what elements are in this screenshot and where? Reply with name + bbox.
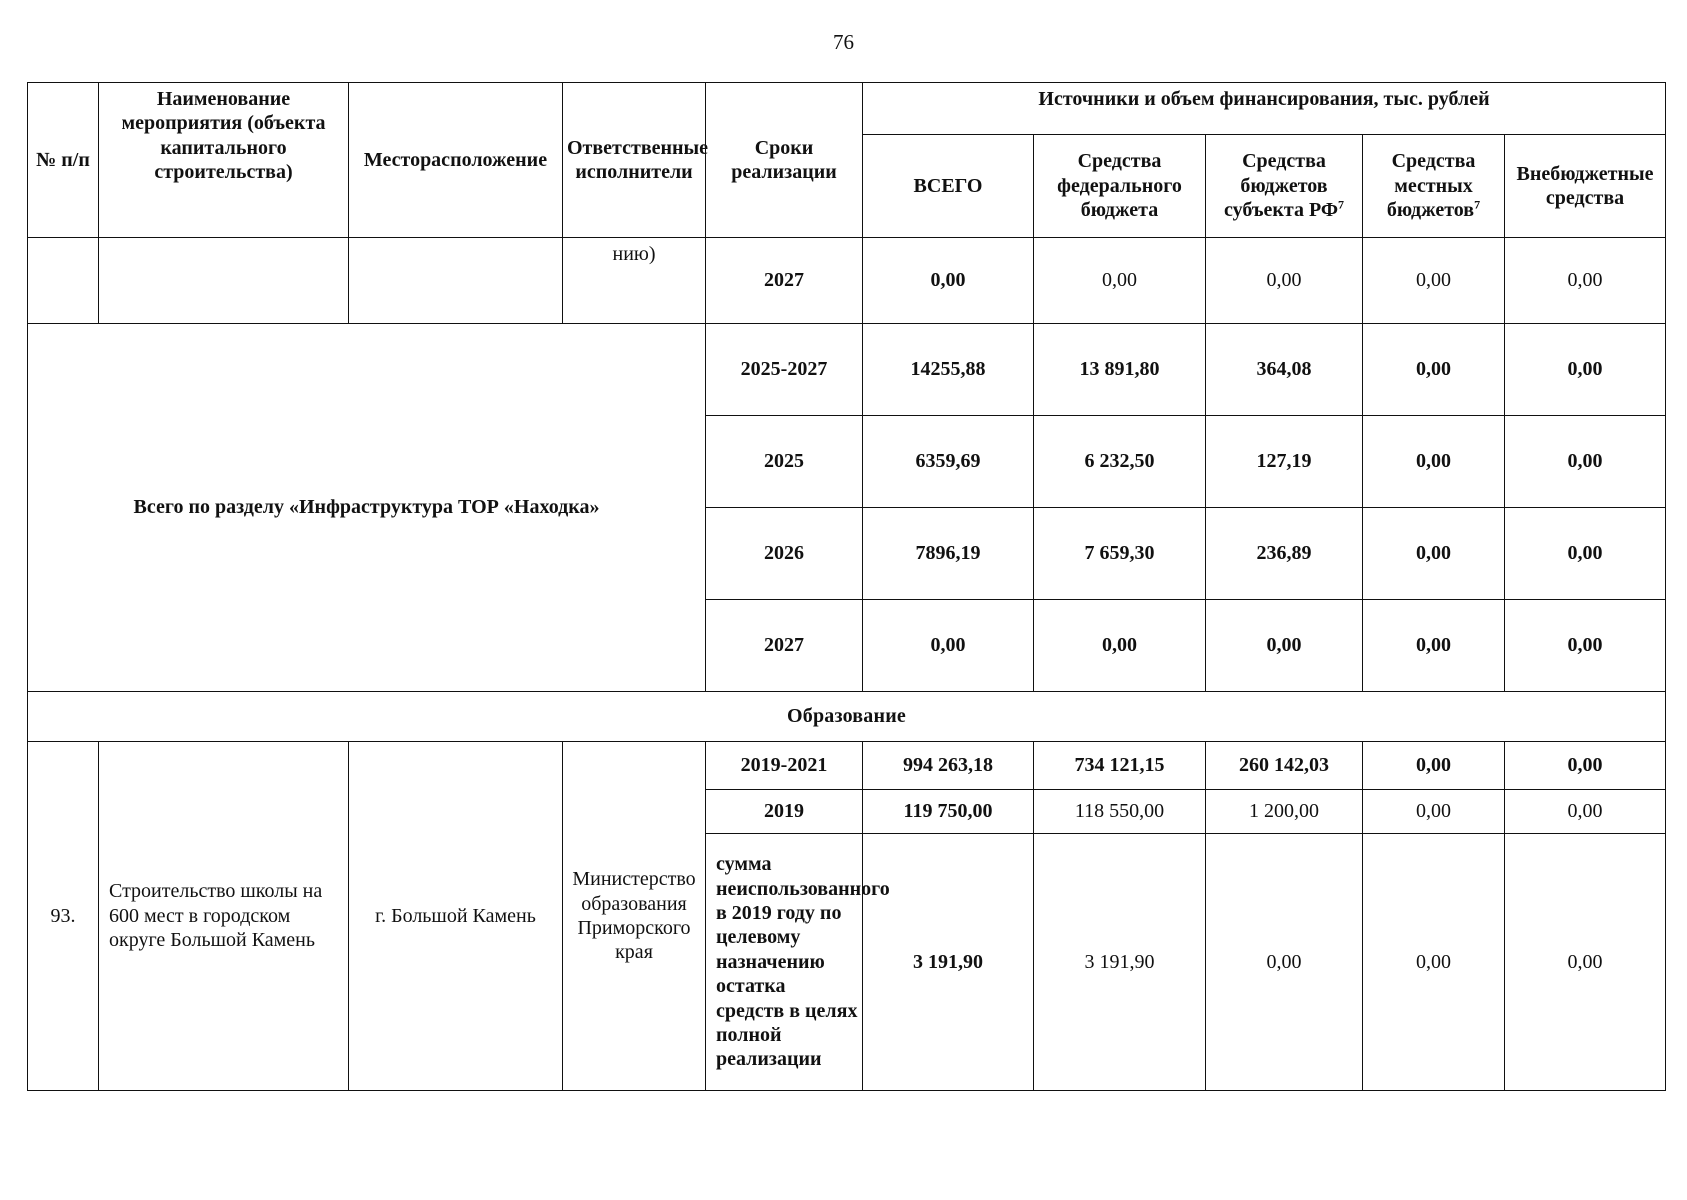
item-period-note: сумма неиспользованного в 2019 году по целевому назначению остатка средств в целях полной реализации bbox=[706, 834, 863, 1091]
header-total: ВСЕГО bbox=[863, 135, 1034, 238]
header-responsible: Ответственные исполнители bbox=[563, 83, 706, 238]
total-row bbox=[28, 324, 1666, 416]
item-period: 2019-2021 bbox=[706, 742, 863, 790]
total-local: 0,00 bbox=[1363, 324, 1505, 416]
total-local: 0,00 bbox=[1363, 508, 1505, 600]
item-local: 0,00 bbox=[1363, 834, 1505, 1091]
total-extra: 0,00 bbox=[1505, 416, 1666, 508]
item-row bbox=[28, 742, 1666, 790]
header-local bbox=[1363, 135, 1505, 238]
item-period: 2019 bbox=[706, 790, 863, 834]
item-name: Строительство школы на 600 мест в городском округе Большой Камень bbox=[99, 742, 349, 1091]
carry-name bbox=[99, 238, 349, 324]
total-extra: 0,00 bbox=[1505, 508, 1666, 600]
header-row-1 bbox=[28, 83, 1666, 135]
section-heading-row bbox=[28, 692, 1666, 742]
item-federal: 3 191,90 bbox=[1034, 834, 1206, 1091]
total-total: 0,00 bbox=[863, 600, 1034, 692]
total-federal: 7 659,30 bbox=[1034, 508, 1206, 600]
carry-local: 0,00 bbox=[1363, 238, 1505, 324]
total-extra: 0,00 bbox=[1505, 600, 1666, 692]
total-total: 6359,69 bbox=[863, 416, 1034, 508]
item-extra: 0,00 bbox=[1505, 790, 1666, 834]
header-location: Месторасположение bbox=[349, 83, 563, 238]
carry-extra: 0,00 bbox=[1505, 238, 1666, 324]
item-regional: 1 200,00 bbox=[1206, 790, 1363, 834]
item-extra: 0,00 bbox=[1505, 834, 1666, 1091]
carry-responsible: нию) bbox=[563, 238, 706, 324]
item-total: 3 191,90 bbox=[863, 834, 1034, 1091]
total-extra: 0,00 bbox=[1505, 324, 1666, 416]
header-regional-label: Средства бюджетов субъекта РФ bbox=[1223, 150, 1339, 222]
item-local: 0,00 bbox=[1363, 742, 1505, 790]
item-num: 93. bbox=[28, 742, 99, 1091]
total-total: 7896,19 bbox=[863, 508, 1034, 600]
carry-total: 0,00 bbox=[863, 238, 1034, 324]
carry-federal: 0,00 bbox=[1034, 238, 1206, 324]
financing-table bbox=[27, 82, 1666, 1091]
section-total-label: Всего по разделу «Инфраструктура ТОР «Находка» bbox=[28, 324, 706, 692]
carry-location bbox=[349, 238, 563, 324]
footnote-mark: 7 bbox=[1474, 197, 1481, 212]
header-local-label: Средства местных бюджетов bbox=[1386, 150, 1476, 222]
carry-num bbox=[28, 238, 99, 324]
carry-period: 2027 bbox=[706, 238, 863, 324]
header-funding: Источники и объем финансирования, тыс. рублей bbox=[863, 83, 1666, 135]
item-federal: 734 121,15 bbox=[1034, 742, 1206, 790]
item-regional: 0,00 bbox=[1206, 834, 1363, 1091]
total-local: 0,00 bbox=[1363, 600, 1505, 692]
total-federal: 6 232,50 bbox=[1034, 416, 1206, 508]
carry-row bbox=[28, 238, 1666, 324]
header-regional bbox=[1206, 135, 1363, 238]
total-federal: 0,00 bbox=[1034, 600, 1206, 692]
section-heading: Образование bbox=[28, 692, 1666, 742]
header-period: Сроки реализации bbox=[706, 83, 863, 238]
total-period: 2026 bbox=[706, 508, 863, 600]
total-regional: 236,89 bbox=[1206, 508, 1363, 600]
header-federal: Средства федерального бюджета bbox=[1034, 135, 1206, 238]
item-location: г. Большой Камень bbox=[349, 742, 563, 1091]
item-regional: 260 142,03 bbox=[1206, 742, 1363, 790]
total-regional: 0,00 bbox=[1206, 600, 1363, 692]
total-period: 2025-2027 bbox=[706, 324, 863, 416]
total-period: 2027 bbox=[706, 600, 863, 692]
item-federal: 118 550,00 bbox=[1034, 790, 1206, 834]
page-number: 76 bbox=[833, 30, 854, 54]
header-extra: Внебюджетные средства bbox=[1505, 135, 1666, 238]
item-total: 994 263,18 bbox=[863, 742, 1034, 790]
total-local: 0,00 bbox=[1363, 416, 1505, 508]
total-regional: 364,08 bbox=[1206, 324, 1363, 416]
header-name: Наименование мероприятия (объекта капитального строительства) bbox=[99, 83, 349, 238]
item-extra: 0,00 bbox=[1505, 742, 1666, 790]
total-period: 2025 bbox=[706, 416, 863, 508]
item-local: 0,00 bbox=[1363, 790, 1505, 834]
total-regional: 127,19 bbox=[1206, 416, 1363, 508]
header-num: № п/п bbox=[28, 83, 99, 238]
total-federal: 13 891,80 bbox=[1034, 324, 1206, 416]
carry-regional: 0,00 bbox=[1206, 238, 1363, 324]
total-total: 14255,88 bbox=[863, 324, 1034, 416]
item-total: 119 750,00 bbox=[863, 790, 1034, 834]
footnote-mark: 7 bbox=[1338, 197, 1345, 212]
item-responsible: Министерство образования Приморского края bbox=[563, 742, 706, 1091]
